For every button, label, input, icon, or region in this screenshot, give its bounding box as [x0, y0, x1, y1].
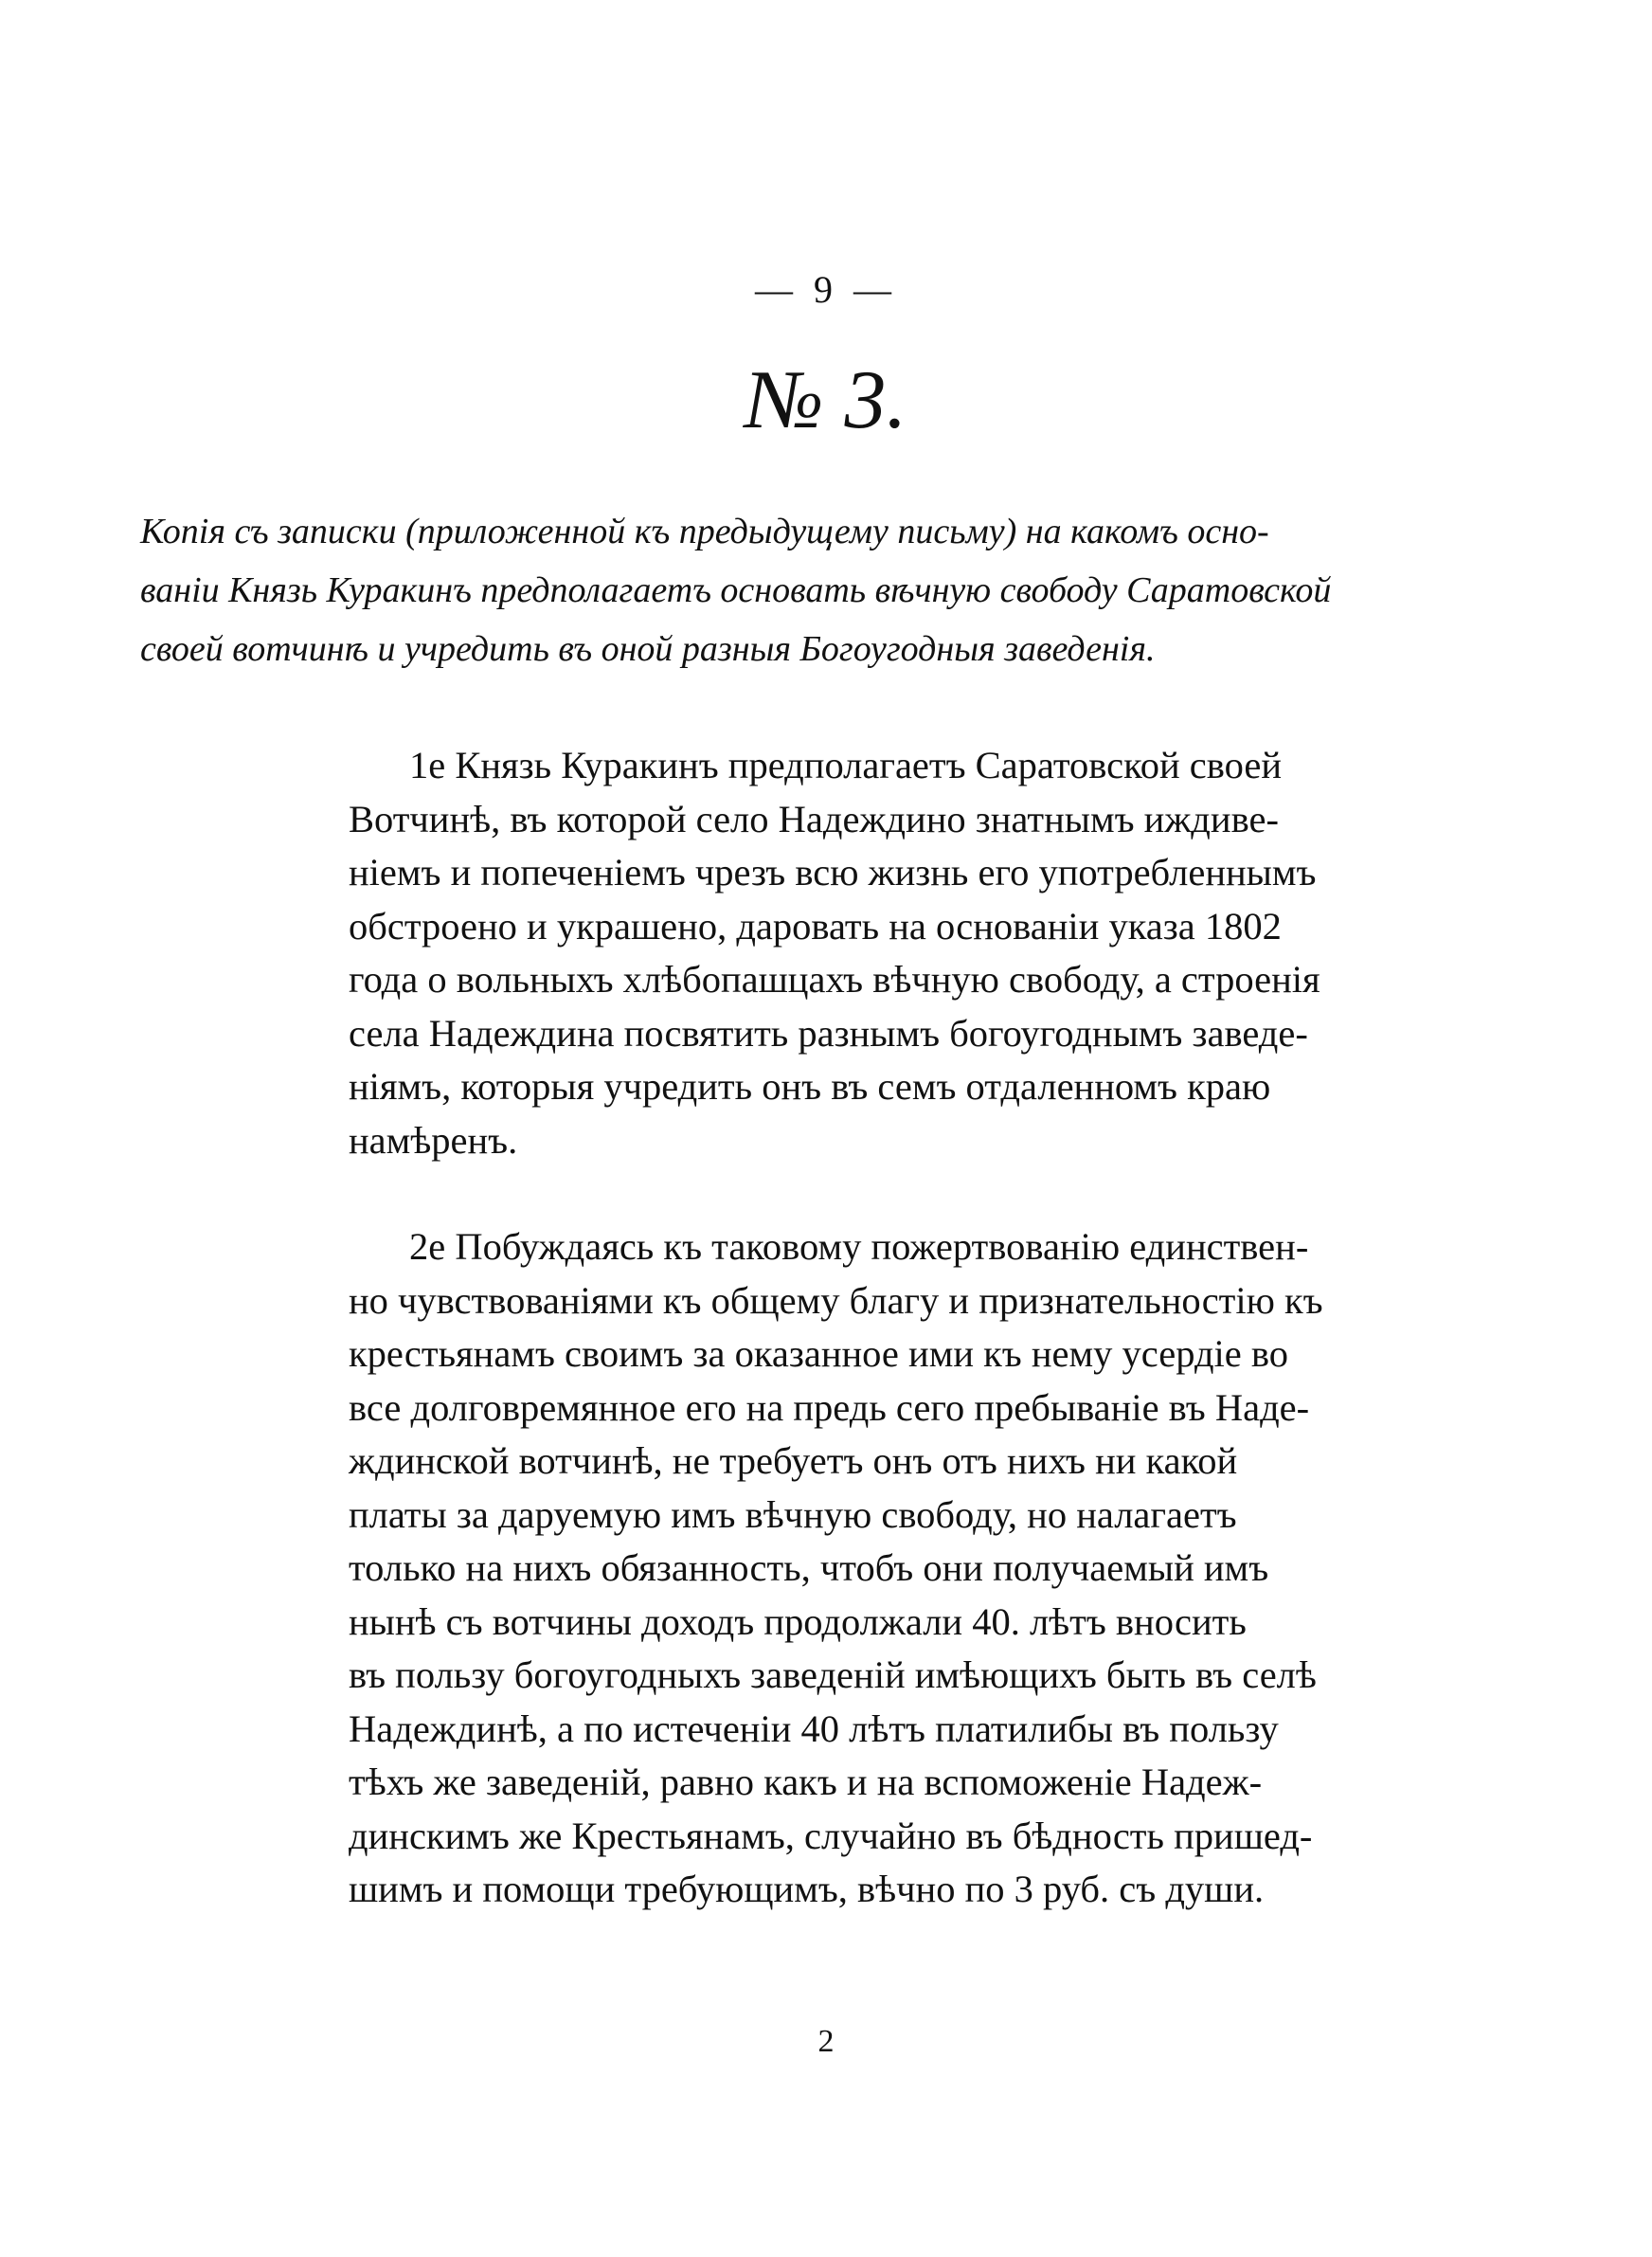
paragraph-2 — [349, 1220, 1514, 1917]
paragraph-line: намѣренъ. — [349, 1118, 518, 1162]
paragraph-line: все долговремянное его на предь сего пребываніе въ Наде- — [349, 1385, 1310, 1429]
caption-line: ваніи Князь Куракинъ предполагаетъ основать вѣчную свободу Саратовской — [140, 570, 1332, 610]
document-number-heading: № 3. — [745, 354, 907, 446]
paragraph-line: 2е Побуждаясь къ таковому пожертвованію единствен- — [409, 1225, 1309, 1268]
paragraph-line: нынѣ съ вотчины доходъ продолжали 40. лѣтъ вносить — [349, 1599, 1247, 1643]
page-number: — 9 — — [755, 268, 897, 311]
paragraph-line: ждинской вотчинѣ, не требуетъ онъ отъ нихъ ни какой — [349, 1439, 1238, 1482]
paragraph-line: шимъ и помощи требующимъ, вѣчно по 3 руб. съ души. — [349, 1868, 1265, 1910]
paragraph-line: села Надеждина посвятить разнымъ богоугоднымъ заведе- — [349, 1011, 1308, 1055]
document-caption — [140, 502, 1514, 678]
paragraph-line: только на нихъ обязанность, чтобъ они получаемый имъ — [349, 1546, 1269, 1589]
paragraph-line: но чувствованіями къ общему благу и признательностію къ — [349, 1278, 1323, 1322]
paragraph-line: обстроено и украшено, даровать на основаніи указа 1802 — [349, 904, 1282, 948]
paragraph-1 — [349, 739, 1514, 1167]
paragraph-line: Вотчинѣ, въ которой село Надеждино знатнымъ иждиве- — [349, 797, 1279, 840]
paragraph-line: платы за даруемую имъ вѣчную свободу, но налагаетъ — [349, 1492, 1237, 1536]
paragraph-line: динскимъ же Крестьянамъ, случайно въ бѣдность пришед- — [349, 1814, 1313, 1857]
caption-line: своей вотчинѣ и учредить въ оной разныя Богоугодныя заведенія. — [140, 629, 1156, 669]
paragraph-line: въ пользу богоугодныхъ заведеній имѣющихъ быть въ селѣ — [349, 1653, 1317, 1696]
paragraph-line: Надеждинѣ, а по истеченіи 40 лѣтъ платилибы въ пользу — [349, 1706, 1279, 1750]
signature-mark: 2 — [817, 2024, 835, 2059]
paragraph-line: 1е Князь Куракинъ предполагаетъ Саратовской своей — [409, 744, 1282, 786]
paragraph-line: тѣхъ же заведеній, равно какъ и на вспоможеніе Надеж- — [349, 1760, 1263, 1803]
paragraph-line: года о вольныхъ хлѣбопашцахъ вѣчную свободу, а строенія — [349, 958, 1320, 1001]
paragraph-line: крестьянамъ своимъ за оказанное ими къ нему усердіе во — [349, 1332, 1288, 1375]
paragraph-line: ніямъ, которыя учредить онъ въ семъ отдаленномъ краю — [349, 1065, 1271, 1108]
paragraph-line: ніемъ и попеченіемъ чрезъ всю жизнь его употребленнымъ — [349, 851, 1317, 894]
caption-line: Копія съ записки (приложенной къ предыдущему письму) на какомъ осно- — [140, 512, 1269, 551]
